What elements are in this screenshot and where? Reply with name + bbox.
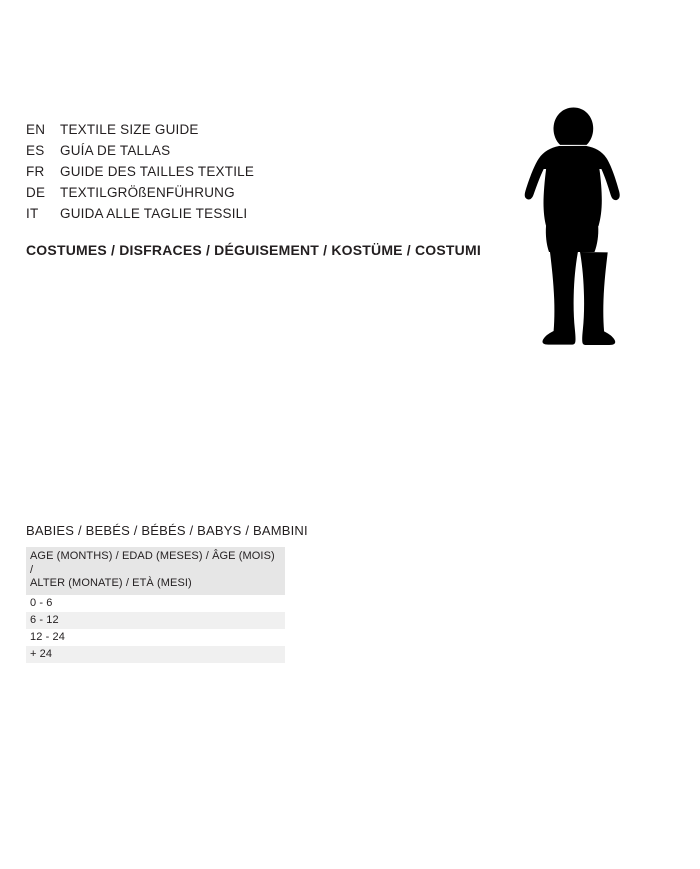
toddler-silhouette-icon (505, 105, 635, 350)
language-code-it: IT (26, 206, 39, 221)
table-row (26, 629, 285, 646)
table-header-cell (26, 547, 285, 595)
table-row (26, 646, 285, 663)
title-row-fr (26, 161, 486, 182)
title-row-en (26, 119, 486, 140)
title-row-it (26, 203, 486, 224)
babies-size-table (26, 547, 285, 663)
title-text-en: TEXTILE SIZE GUIDE (60, 122, 199, 137)
age-range-value: 12 - 24 (26, 629, 285, 646)
table-row (26, 612, 285, 629)
table-row (26, 595, 285, 612)
title-text-it: GUIDA ALLE TAGLIE TESSILI (60, 206, 248, 221)
babies-section-heading: BABIES / BEBÉS / BÉBÉS / BABYS / BAMBINI (26, 523, 308, 538)
language-code-fr: FR (26, 164, 45, 179)
title-text-fr: GUIDE DES TAILLES TEXTILE (60, 164, 255, 179)
language-code-en: EN (26, 122, 46, 137)
header-line-2: ALTER (MONATE) / ETÀ (MESI) (30, 577, 192, 589)
category-title: COSTUMES / DISFRACES / DÉGUISEMENT / KOSTÜME / COSTUMI (26, 242, 481, 258)
title-row-de (26, 182, 486, 203)
title-row-es (26, 140, 486, 161)
table-header-row (26, 547, 285, 595)
title-text-de: TEXTILGRÖßENFÜHRUNG (60, 185, 235, 200)
age-range-value: 6 - 12 (26, 612, 285, 629)
header-line-1: AGE (MONTHS) / EDAD (MESES) / ÂGE (MOIS) / (30, 550, 275, 576)
language-code-es: ES (26, 143, 45, 158)
title-text-es: GUÍA DE TALLAS (60, 143, 171, 158)
title-language-list (26, 119, 486, 224)
language-code-de: DE (26, 185, 46, 200)
age-range-value: + 24 (26, 646, 285, 663)
age-range-value: 0 - 6 (26, 595, 285, 612)
